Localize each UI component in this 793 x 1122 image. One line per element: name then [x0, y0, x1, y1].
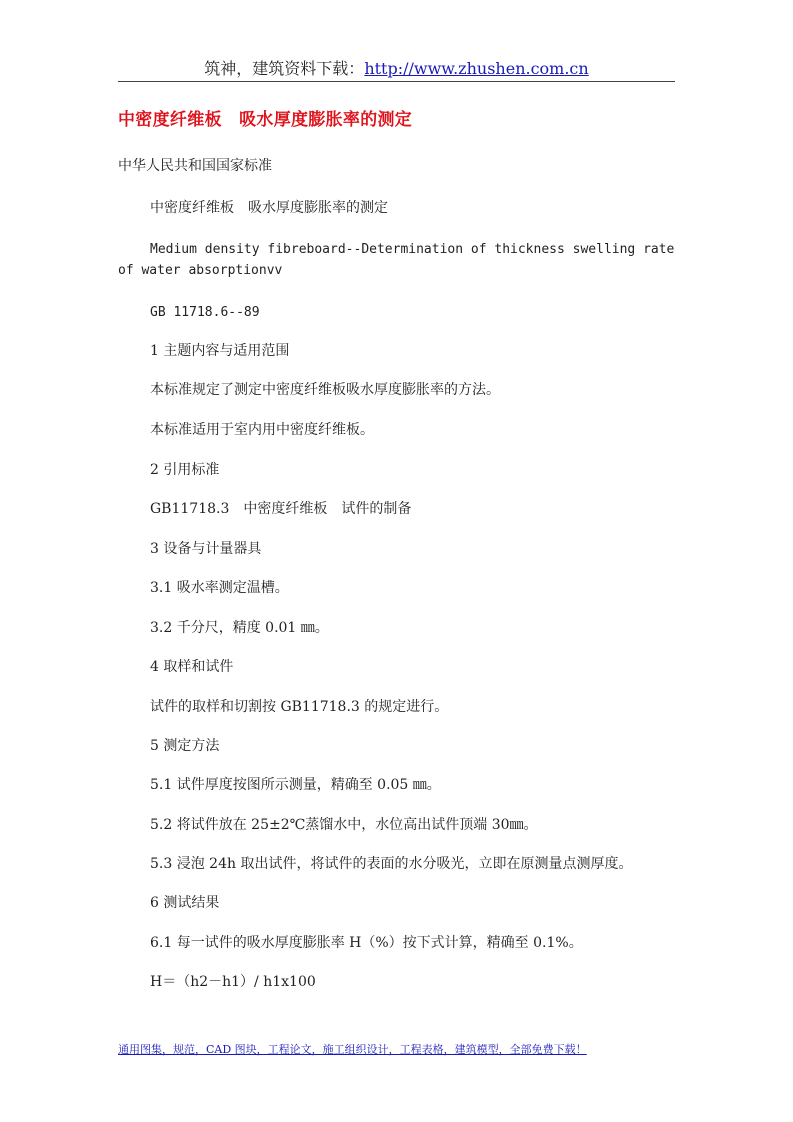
section-5-item-1: 5.1 试件厚度按图所示测量，精确至 0.05 ㎜。	[150, 777, 441, 793]
standard-number: GB 11718.6--89	[150, 305, 260, 320]
section-2-para-1: GB11718.3 中密度纤维板 试件的制备	[150, 501, 412, 517]
standard-label: 中华人民共和国国家标准	[118, 158, 272, 174]
section-5-item-3: 5.3 浸泡 24h 取出试件，将试件的表面的水分吸光，立即在原测量点测厚度。	[150, 856, 633, 872]
section-4-para-1: 试件的取样和切割按 GB11718.3 的规定进行。	[150, 699, 449, 715]
section-1-para-1: 本标准规定了测定中密度纤维板吸水厚度膨胀率的方法。	[150, 382, 500, 398]
document-title: 中密度纤维板 吸水厚度膨胀率的测定	[118, 110, 413, 130]
footer-link[interactable]: 通用图集，规范，CAD 图块，工程论文，施工组织设计，工程表格，建筑模型，全部免费下载！	[118, 1043, 587, 1056]
section-6-item-1: 6.1 每一试件的吸水厚度膨胀率 H（%）按下式计算，精确至 0.1%。	[150, 935, 583, 951]
english-title: Medium density fibreboard--Determination of thickness swelling rate of water absorptionvv	[118, 242, 675, 278]
section-2-heading: 2 引用标准	[150, 462, 220, 478]
section-4-heading: 4 取样和试件	[150, 659, 234, 675]
header-prefix: 筑神，建筑资料下载：	[204, 59, 365, 78]
standard-name: 中密度纤维板 吸水厚度膨胀率的测定	[150, 200, 388, 216]
section-3-item-2: 3.2 千分尺，精度 0.01 ㎜。	[150, 620, 329, 636]
section-3-heading: 3 设备与计量器具	[150, 541, 262, 557]
page-header	[118, 56, 675, 79]
header-divider	[118, 81, 675, 82]
section-1-para-2: 本标准适用于室内用中密度纤维板。	[150, 422, 374, 438]
formula: H＝（h2－h1）/ h1x100	[150, 974, 316, 990]
section-1-heading: 1 主题内容与适用范围	[150, 343, 290, 359]
section-5-item-2: 5.2 将试件放在 25±2℃蒸馏水中，水位高出试件顶端 30㎜。	[150, 817, 538, 833]
section-3-item-1: 3.1 吸水率测定温槽。	[150, 580, 289, 596]
section-5-heading: 5 测定方法	[150, 738, 220, 754]
header-link[interactable]: http://www.zhushen.com.cn	[364, 59, 589, 78]
section-6-heading: 6 测试结果	[150, 895, 220, 911]
